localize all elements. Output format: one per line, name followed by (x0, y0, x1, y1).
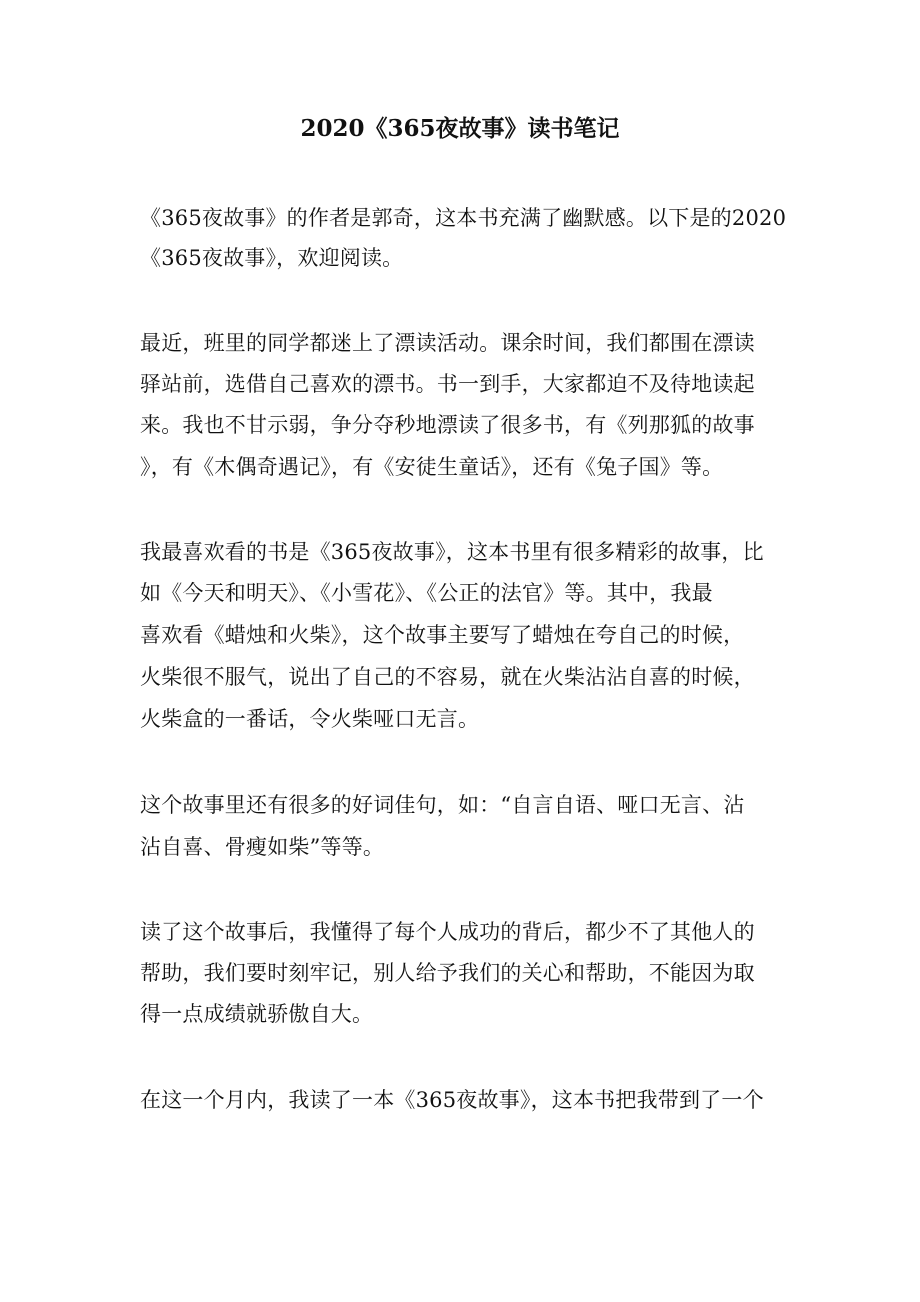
text-line: 《365夜故事》，欢迎阅读。 (140, 246, 404, 270)
text-line: 》，有《木偶奇遇记》，有《安徒生童话》，还有《兔子国》等。 (140, 455, 724, 479)
text-line: 喜欢看《蜡烛和火柴》，这个故事主要写了蜡烛在夸自己的时候， (140, 623, 745, 647)
text-line: 得一点成绩就骄傲自大。 (140, 1002, 374, 1026)
text-line: 最近，班里的同学都迷上了漂读活动。课余时间，我们都围在漂读 (140, 331, 755, 355)
text-line: 如《今天和明天》、《小雪花》、《公正的法官》等。其中，我最 (140, 581, 713, 605)
document-title: 2020《365夜故事》读书笔记 (300, 115, 620, 142)
text-line: 这个故事里还有很多的好词佳句，如：“自言自语、哑口无言、沾 (140, 793, 745, 817)
text-line: 驿站前，选借自己喜欢的漂书。书一到手，大家都迫不及待地读起 (140, 372, 755, 396)
text-line: 火柴盒的一番话，令火柴哑口无言。 (140, 707, 480, 731)
text-line: 来。我也不甘示弱，争分夺秒地漂读了很多书，有《列那狐的故事 (140, 413, 755, 437)
text-line: 《365夜故事》的作者是郭奇，这本书充满了幽默感。以下是的2020 (140, 206, 787, 230)
text-line: 在这一个月内，我读了一本《365夜故事》，这本书把我带到了一个 (140, 1088, 764, 1112)
text-line: 火柴很不服气，说出了自己的不容易，就在火柴沾沾自喜的时候， (140, 665, 755, 689)
text-line: 沾自喜、骨瘦如柴”等等。 (140, 835, 385, 859)
text-line: 帮助，我们要时刻牢记，别人给予我们的关心和帮助，不能因为取 (140, 961, 755, 985)
text-line: 读了这个故事后，我懂得了每个人成功的背后，都少不了其他人的 (140, 920, 755, 944)
text-line: 我最喜欢看的书是《365夜故事》，这本书里有很多精彩的故事，比 (140, 540, 764, 564)
